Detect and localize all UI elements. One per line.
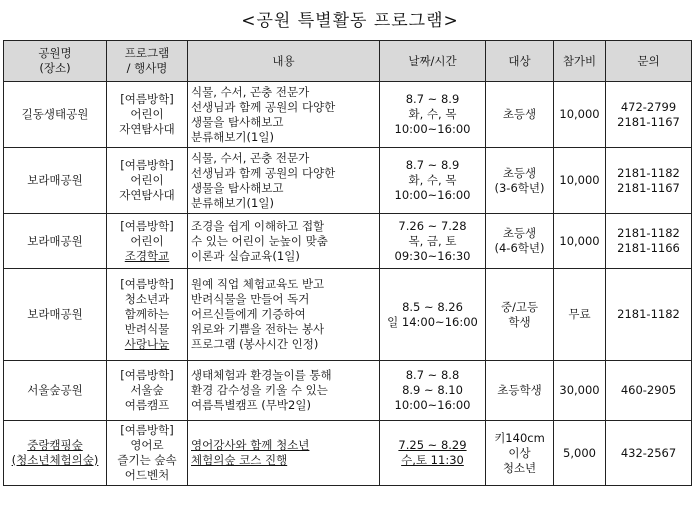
target-cell bbox=[486, 361, 554, 421]
content-cell bbox=[188, 214, 380, 269]
cell-line: 2181-1182 bbox=[617, 226, 680, 240]
header-line: 문의 bbox=[637, 53, 660, 68]
contact-cell bbox=[606, 148, 692, 214]
cell-line: 원예 직업 체험교육도 받고 bbox=[191, 277, 325, 291]
cell-line: 조경학교 bbox=[124, 248, 170, 263]
target-cell bbox=[486, 269, 554, 361]
datetime-cell bbox=[380, 214, 486, 269]
datetime-cell bbox=[380, 361, 486, 421]
cell-line: 8.7 ~ 8.9 bbox=[405, 92, 460, 106]
cell-line: 조경을 쉽게 이해하고 접할 bbox=[191, 218, 325, 233]
header-line: 내용 bbox=[272, 53, 295, 68]
header-fee bbox=[554, 41, 606, 82]
datetime-cell bbox=[380, 269, 486, 361]
target-cell bbox=[486, 82, 554, 148]
cell-line: 30,000 bbox=[559, 383, 600, 397]
cell-line: 여름특별캠프 (무박2일) bbox=[191, 398, 311, 412]
datetime-cell bbox=[380, 82, 486, 148]
cell-line: 8.5 ~ 8.26 bbox=[402, 299, 463, 314]
cell-line: 어린이 bbox=[130, 233, 164, 248]
cell-line: 7.25 ~ 8.29 bbox=[398, 438, 467, 452]
park-cell bbox=[4, 421, 107, 486]
cell-line: 식물, 수서, 곤충 전문가 bbox=[191, 150, 310, 165]
cell-line: 서울숲공원 bbox=[27, 383, 83, 397]
page-title: <공원 특별활동 프로그램> bbox=[241, 11, 459, 31]
cell-line: 2181-1182 bbox=[617, 307, 680, 321]
cell-line: 8.9 ~ 8.10 bbox=[402, 383, 463, 397]
cell-line: 선생님과 함께 공원의 다양한 bbox=[191, 165, 336, 180]
contact-cell bbox=[606, 82, 692, 148]
cell-line: 초등생 bbox=[502, 107, 537, 121]
cell-line: 즐기는 숲속 bbox=[117, 453, 177, 467]
cell-line: 이론과 실습교육(1일) bbox=[191, 248, 300, 263]
header-line: 참가비 bbox=[562, 53, 597, 68]
cell-line: 위로와 기쁨을 전하는 봉사 bbox=[191, 322, 325, 336]
fee-cell bbox=[554, 421, 606, 486]
cell-line: 10:00~16:00 bbox=[394, 398, 471, 412]
program-cell bbox=[107, 269, 188, 361]
cell-line: 10,000 bbox=[559, 107, 600, 121]
cell-line: 여름캠프 bbox=[124, 398, 170, 412]
cell-line: 수 있는 어린이 눈높이 맞춤 bbox=[191, 233, 328, 248]
header-line: 프로그램 bbox=[124, 46, 170, 60]
cell-line: [여름방학] bbox=[120, 277, 174, 291]
cell-line: 2181-1167 bbox=[617, 180, 680, 195]
cell-line: (3-6학년) bbox=[494, 180, 545, 195]
fee-cell bbox=[554, 269, 606, 361]
datetime-cell bbox=[380, 421, 486, 486]
header-content bbox=[188, 41, 380, 82]
cell-line: 5,000 bbox=[563, 445, 596, 460]
header-line: 날짜/시간 bbox=[408, 53, 457, 68]
cell-line: 함께하는 bbox=[124, 307, 170, 321]
program-cell bbox=[107, 361, 188, 421]
cell-line: 학생 bbox=[508, 314, 531, 329]
header-program bbox=[107, 41, 188, 82]
cell-line: 이상 bbox=[508, 445, 531, 460]
cell-line: 영어로 bbox=[130, 438, 164, 452]
cell-line: 2181-1166 bbox=[617, 241, 680, 255]
cell-line: 어르신들에게 기증하여 bbox=[191, 307, 306, 321]
cell-line: [여름방학] bbox=[120, 218, 174, 233]
cell-line: 분류해보기(1일) bbox=[191, 195, 274, 210]
cell-line: 중랑캠핑숲 bbox=[27, 438, 83, 452]
program-cell bbox=[107, 214, 188, 269]
cell-line: 선생님과 함께 공원의 다양한 bbox=[191, 99, 336, 114]
cell-line: 초등생 bbox=[502, 226, 537, 240]
cell-line: 화, 수, 목 bbox=[408, 173, 457, 187]
cell-line: 460-2905 bbox=[620, 383, 677, 397]
table-row bbox=[4, 82, 692, 148]
cell-line: 반려식물 bbox=[124, 322, 170, 336]
cell-line: (청소년체험의숲) bbox=[11, 453, 99, 467]
cell-line: 2181-1167 bbox=[617, 114, 680, 129]
table-row bbox=[4, 361, 692, 421]
cell-line: 사랑나눔 bbox=[124, 337, 170, 351]
content-cell bbox=[188, 148, 380, 214]
cell-line: 반려식물을 만들어 독거 bbox=[191, 292, 310, 306]
cell-line: 8.7 ~ 8.9 bbox=[405, 158, 460, 172]
target-cell bbox=[486, 421, 554, 486]
fee-cell bbox=[554, 148, 606, 214]
cell-line: 10,000 bbox=[559, 233, 600, 248]
content-cell bbox=[188, 361, 380, 421]
cell-line: 10,000 bbox=[559, 173, 600, 187]
cell-line: [여름방학] bbox=[120, 368, 174, 382]
datetime-cell bbox=[380, 148, 486, 214]
header-row bbox=[4, 41, 692, 82]
cell-line: 09:30~16:30 bbox=[394, 248, 471, 263]
header-line: 대상 bbox=[508, 53, 531, 68]
cell-line: (4-6학년) bbox=[494, 241, 545, 255]
cell-line: 수,토 11:30 bbox=[401, 453, 464, 467]
cell-line: 분류해보기(1일) bbox=[191, 129, 274, 144]
header-line: / 행사명 bbox=[126, 61, 168, 75]
cell-line: 식물, 수서, 곤충 전문가 bbox=[191, 84, 310, 99]
cell-line: 길동생태공원 bbox=[21, 107, 89, 121]
cell-line: 생물을 탐사해보고 bbox=[191, 114, 284, 129]
program-cell bbox=[107, 82, 188, 148]
fee-cell bbox=[554, 361, 606, 421]
cell-line: 생태체험과 환경놀이를 통해 bbox=[191, 368, 332, 382]
table-row bbox=[4, 214, 692, 269]
table-row bbox=[4, 269, 692, 361]
cell-line: [여름방학] bbox=[120, 158, 174, 172]
cell-line: 청소년 bbox=[502, 460, 537, 475]
program-cell bbox=[107, 421, 188, 486]
contact-cell bbox=[606, 269, 692, 361]
cell-line: 어린이 bbox=[130, 107, 164, 121]
header-park bbox=[4, 41, 107, 82]
cell-line: 보라매공원 bbox=[27, 233, 83, 248]
fee-cell bbox=[554, 214, 606, 269]
program-cell bbox=[107, 148, 188, 214]
cell-line: 프로그램 (봉사시간 인정) bbox=[191, 337, 319, 351]
program-table bbox=[3, 40, 692, 486]
cell-line: 어드벤처 bbox=[124, 468, 170, 482]
park-cell bbox=[4, 214, 107, 269]
cell-line: 환경 감수성을 키울 수 있는 bbox=[191, 383, 328, 397]
header-target bbox=[486, 41, 554, 82]
header-datetime bbox=[380, 41, 486, 82]
cell-line: 생물을 탐사해보고 bbox=[191, 180, 284, 195]
cell-line: 무료 bbox=[568, 307, 591, 321]
cell-line: 보라매공원 bbox=[27, 173, 83, 187]
cell-line: 화, 수, 목 bbox=[408, 107, 457, 121]
cell-line: [여름방학] bbox=[120, 423, 174, 437]
cell-line: 보라매공원 bbox=[27, 307, 83, 321]
cell-line: 일 14:00~16:00 bbox=[387, 314, 478, 329]
target-cell bbox=[486, 214, 554, 269]
cell-line: 2181-1182 bbox=[617, 165, 680, 180]
cell-line: 영어강사와 함께 청소년 bbox=[191, 438, 310, 452]
content-cell bbox=[188, 82, 380, 148]
cell-line: 8.7 ~ 8.8 bbox=[405, 368, 460, 382]
cell-line: 초등생 bbox=[502, 165, 537, 180]
header-line: 공원명 bbox=[38, 46, 72, 60]
cell-line: 7.26 ~ 7.28 bbox=[398, 218, 467, 233]
table-row bbox=[4, 421, 692, 486]
cell-line: 키140cm bbox=[494, 430, 545, 445]
cell-line: 어린이 bbox=[130, 173, 164, 187]
park-cell bbox=[4, 82, 107, 148]
cell-line: 자연탐사대 bbox=[119, 188, 175, 202]
cell-line: [여름방학] bbox=[120, 92, 174, 106]
contact-cell bbox=[606, 214, 692, 269]
cell-line: 10:00~16:00 bbox=[394, 188, 471, 202]
park-cell bbox=[4, 361, 107, 421]
cell-line: 472-2799 bbox=[620, 99, 677, 114]
cell-line: 체험의숲 코스 진행 bbox=[191, 453, 288, 467]
cell-line: 10:00~16:00 bbox=[394, 122, 471, 136]
cell-line: 자연탐사대 bbox=[119, 122, 175, 136]
cell-line: 중/고등 bbox=[500, 299, 539, 314]
cell-line: 서울숲 bbox=[130, 383, 164, 397]
park-cell bbox=[4, 269, 107, 361]
cell-line: 432-2567 bbox=[620, 445, 677, 460]
contact-cell bbox=[606, 421, 692, 486]
content-cell bbox=[188, 269, 380, 361]
cell-line: 청소년과 bbox=[124, 292, 170, 306]
header-line: (장소) bbox=[39, 61, 71, 75]
cell-line: 초등학생 bbox=[497, 383, 542, 397]
contact-cell bbox=[606, 361, 692, 421]
header-contact bbox=[606, 41, 692, 82]
content-cell bbox=[188, 421, 380, 486]
target-cell bbox=[486, 148, 554, 214]
fee-cell bbox=[554, 82, 606, 148]
park-cell bbox=[4, 148, 107, 214]
table-row bbox=[4, 148, 692, 214]
cell-line: 목, 금, 토 bbox=[408, 233, 457, 248]
